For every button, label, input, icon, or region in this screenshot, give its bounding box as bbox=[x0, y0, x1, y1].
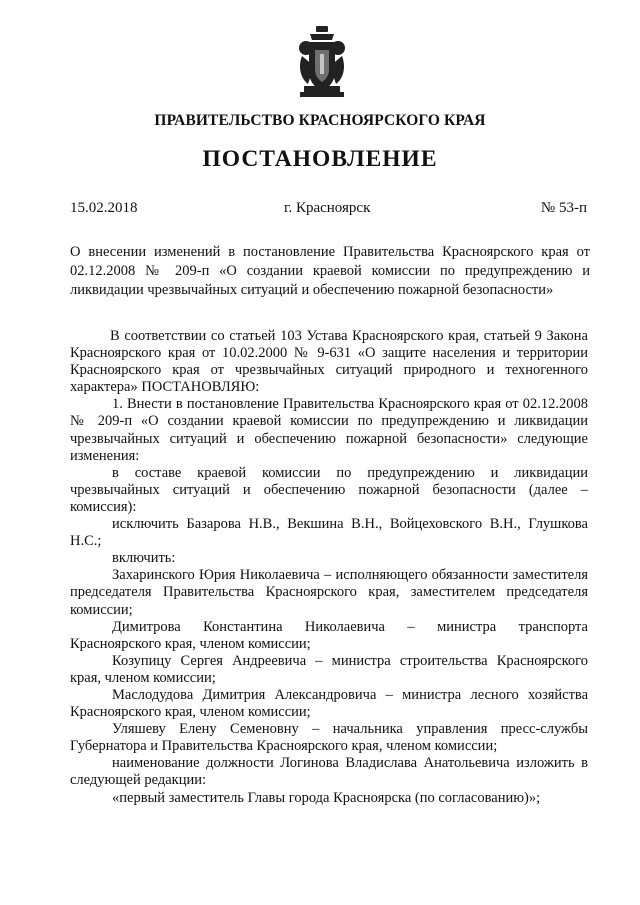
organization-name: ПРАВИТЕЛЬСТВО КРАСНОЯРСКОГО КРАЯ bbox=[154, 112, 486, 129]
document-title: О внесении изменений в постановление Правительства Красноярского края от 02.12.2008 № 209-п «О создании краевой комиссии по предупреждению и ликвидации чрезвычайных ситуаций и обеспечению пожарной безопасности» bbox=[70, 244, 590, 298]
paragraph-member-maslodudov: Маслодудова Димитрия Александровича – министра лесного хозяйства Красноярского края, членом комиссии; bbox=[70, 686, 588, 721]
document-number: № 53-п bbox=[540, 200, 587, 216]
coat-of-arms-emblem bbox=[296, 26, 348, 98]
paragraph-item-1: 1. Внести в постановление Правительства Красноярского края от 02.12.2008 № 209-п «О создании краевой комиссии по предупреждению и ликвидации чрезвычайных ситуаций и обеспечению пожарной безопасности» следующие изменения: bbox=[70, 396, 588, 464]
paragraph-new-title: «первый заместитель Главы города Красноярска (по согласованию)»; bbox=[112, 789, 541, 806]
document-body bbox=[70, 328, 588, 807]
paragraph-member-zakharinsky: Захаринского Юрия Николаевича – исполняющего обязанности заместителя председателя Правительства Красноярского края, заместителем председателя комиссии; bbox=[70, 567, 588, 618]
paragraph-member-ulyasheva: Уляшеву Елену Семеновну – начальника управления пресс-службы Губернатора и Правительства Красноярского края, членом комиссии; bbox=[70, 721, 588, 755]
document-date: 15.02.2018 bbox=[70, 200, 138, 216]
paragraph-include: включить: bbox=[112, 550, 176, 567]
document-city: г. Красноярск bbox=[284, 200, 371, 216]
paragraph-commission-composition: в составе краевой комиссии по предупреждению и ликвидации чрезвычайных ситуаций и обеспечению пожарной безопасности (далее – комиссия): bbox=[70, 464, 588, 515]
document-type: ПОСТАНОВЛЕНИЕ bbox=[202, 146, 438, 172]
paragraph-member-dimitrov: Димитрова Константина Николаевича – министра транспорта Красноярского края, членом комиссии; bbox=[70, 618, 588, 652]
paragraph-member-kozupitsa: Козупицу Сергея Андреевича – министра строительства Красноярского края, членом комиссии; bbox=[70, 652, 588, 686]
paragraph-preamble: В соответствии со статьей 103 Устава Красноярского края, статьей 9 Закона Красноярского края от 10.02.2000 № 9-631 «О защите населения и территории Красноярского края от чрезвычайных ситуаций природного и техногенного характера» ПОСТАНОВЛЯЮ: bbox=[70, 328, 588, 396]
paragraph-loginov-title: наименование должности Логинова Владислава Анатольевича изложить в следующей редакции: bbox=[70, 755, 588, 789]
paragraph-exclude: исключить Базарова Н.В., Векшина В.Н., Войцеховского В.Н., Глушкова Н.С.; bbox=[70, 516, 588, 550]
